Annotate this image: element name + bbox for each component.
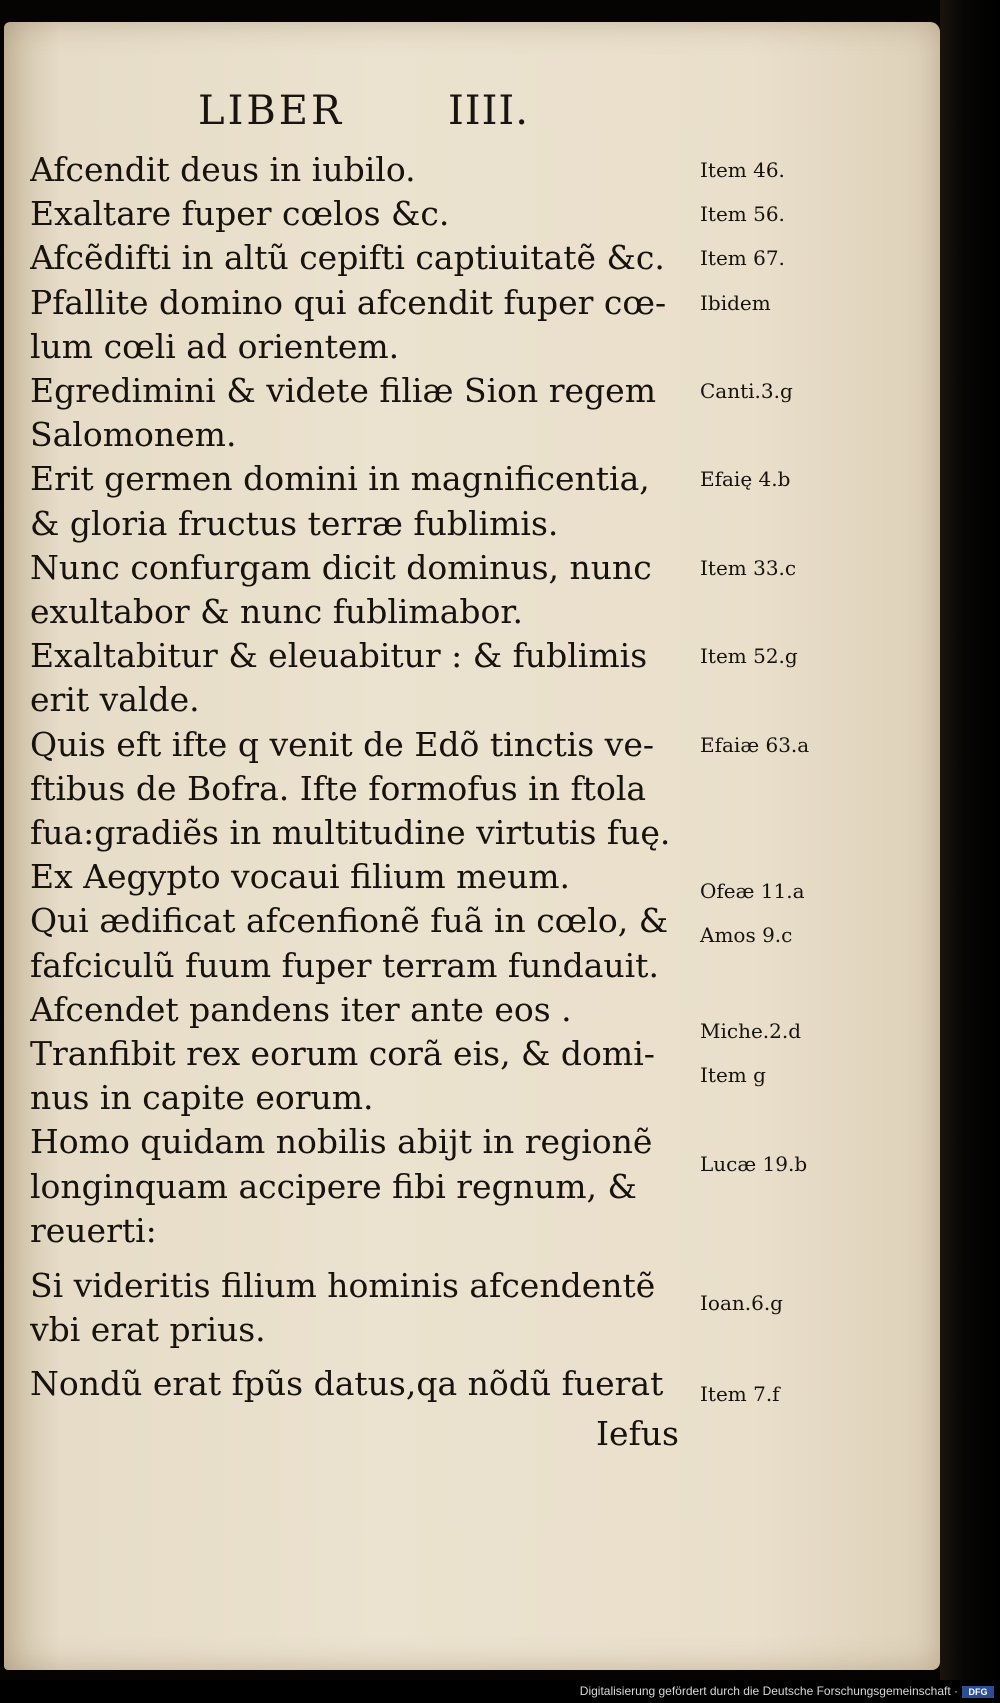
text-line: nus in capite eorum. — [30, 1078, 374, 1117]
text-line: Nondũ erat fpũs datus,qa nõdũ fuerat — [30, 1364, 664, 1403]
text-line: Ex Aegypto vocaui filium meum. — [30, 857, 571, 896]
margin-note: Item 56. — [700, 202, 785, 226]
running-header — [0, 88, 940, 138]
footer-text: Digitalisierung gefördert durch die Deutsche Forschungsgemeinschaft · — [579, 1684, 958, 1698]
margin-note: Item 52.g — [700, 644, 798, 668]
dfg-logo: DFG — [962, 1686, 994, 1698]
page-shadow-edge — [940, 0, 1000, 1703]
text-line: Nunc confurgam dicit dominus, nunc — [30, 548, 652, 587]
margin-note: Item g — [700, 1063, 766, 1087]
text-line: Erit germen domini in magnificentia, — [30, 459, 650, 498]
margin-note: Item 46. — [700, 158, 785, 182]
margin-note: Lucæ 19.b — [700, 1152, 808, 1176]
text-line: Afcendet pandens iter ante eos . — [30, 990, 572, 1029]
text-line: Exaltabitur & eleuabitur : & fublimis — [30, 636, 648, 675]
text-line: lum cœli ad orientem. — [30, 327, 400, 366]
margin-note: Canti.3.g — [700, 379, 793, 403]
margin-note: Item 33.c — [700, 556, 797, 580]
text-line: Pfallite domino qui afcendit fuper cœ- — [30, 283, 667, 322]
text-line: Tranfibit rex eorum corã eis, & domi- — [30, 1034, 655, 1073]
text-line: Qui ædificat afcenfionẽ fuã in cœlo, & — [30, 901, 669, 940]
book-number: IIII. — [448, 88, 529, 134]
text-line: Afcẽdifti in altũ cepifti captiuitatẽ &c. — [30, 238, 665, 277]
text-line: exultabor & nunc fublimabor. — [30, 592, 524, 631]
text-line: vbi erat prius. — [30, 1310, 266, 1349]
text-line: Homo quidam nobilis abijt in regionẽ — [30, 1122, 653, 1161]
margin-note: Item 7.f — [700, 1382, 780, 1406]
margin-note: Amos 9.c — [700, 923, 793, 947]
text-line: fua:gradiẽs in multitudine virtutis fuę. — [30, 813, 671, 852]
margin-note: Miche.2.d — [700, 1019, 802, 1043]
margin-note: Ofeæ 11.a — [700, 879, 805, 903]
text-line: ftibus de Bofra. Ifte formofus in ftola — [30, 769, 647, 808]
text-line: Egredimini & videte filiæ Sion regem — [30, 371, 656, 410]
text-line: reuerti: — [30, 1211, 157, 1250]
text-line: fafciculũ fuum fuper terram fundauit. — [30, 946, 659, 985]
text-line: & gloria fructus terræ fublimis. — [30, 504, 559, 543]
margin-note: Ioan.6.g — [700, 1291, 783, 1315]
text-line: Afcendit deus in iubilo. — [30, 150, 416, 189]
margin-note: Item 67. — [700, 246, 785, 270]
text-line: Quis eft ifte q venit de Edõ tinctis ve- — [30, 725, 655, 764]
margin-note: Efaiæ 63.a — [700, 733, 810, 757]
text-line: Salomonem. — [30, 415, 237, 454]
text-line: Si videritis filium hominis afcendentẽ — [30, 1266, 656, 1305]
digitization-footer — [0, 1680, 1000, 1703]
catchword: Iefus — [596, 1414, 679, 1453]
text-line: erit valde. — [30, 680, 200, 719]
margin-note: Efaię 4.b — [700, 467, 791, 491]
text-line: Exaltare fuper cœlos &c. — [30, 194, 450, 233]
margin-note: Ibidem — [700, 291, 771, 315]
text-line: longinquam accipere fibi regnum, & — [30, 1167, 637, 1206]
running-title: LIBER — [198, 88, 345, 134]
